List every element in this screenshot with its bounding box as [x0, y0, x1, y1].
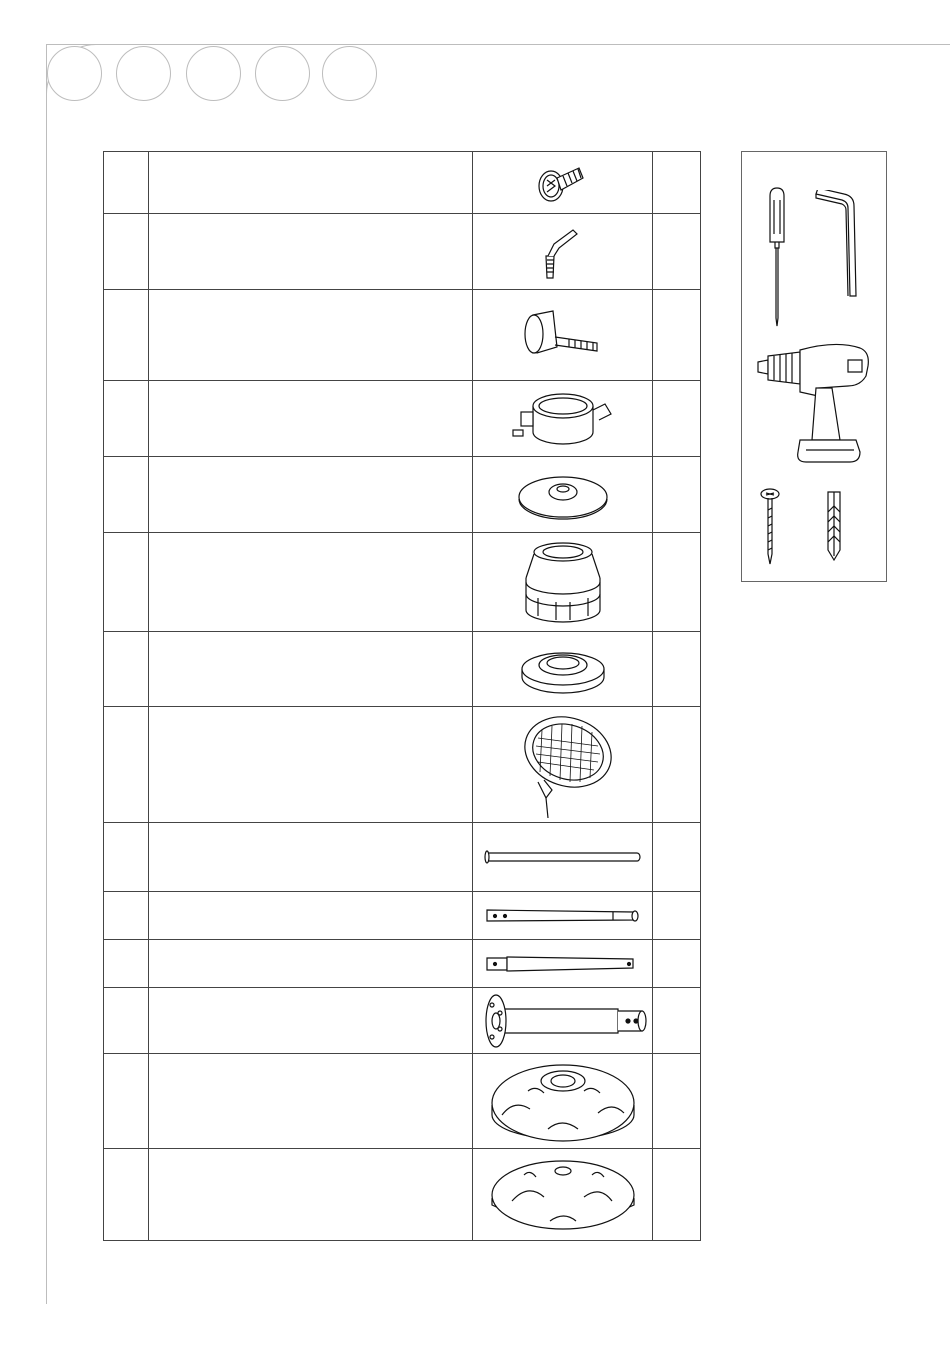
part-qty: [653, 381, 701, 457]
base-top-icon: [488, 1059, 638, 1143]
part-name: [149, 707, 473, 823]
part-name: [149, 823, 473, 892]
connector-icon: [518, 538, 608, 626]
part-name: [149, 214, 473, 290]
part-qty: [653, 533, 701, 632]
table-row: [104, 988, 701, 1054]
part-image: [473, 533, 653, 632]
pole-slotted-icon: [483, 954, 643, 974]
part-number: [104, 823, 149, 892]
base-bottom-icon: [488, 1155, 638, 1235]
part-qty: [653, 940, 701, 988]
part-name: [149, 290, 473, 381]
drill-icon: [756, 340, 874, 472]
part-image: [473, 988, 653, 1054]
part-name: [149, 533, 473, 632]
ring-washer-icon: [518, 639, 608, 699]
part-qty: [653, 988, 701, 1054]
allen-key-icon: [810, 190, 862, 304]
table-row: [104, 632, 701, 707]
part-image: [473, 152, 653, 214]
part-number: [104, 707, 149, 823]
table-row: [104, 533, 701, 632]
part-number: [104, 214, 149, 290]
part-number: [104, 632, 149, 707]
part-image: [473, 1054, 653, 1149]
language-circle-4: [255, 46, 310, 101]
part-number: [104, 892, 149, 940]
table-row: [104, 381, 701, 457]
part-number: [104, 1149, 149, 1241]
language-circle-1: [47, 46, 102, 101]
part-number: [104, 457, 149, 533]
part-number: [104, 290, 149, 381]
part-name: [149, 1054, 473, 1149]
part-image: [473, 381, 653, 457]
part-qty: [653, 1054, 701, 1149]
part-number: [104, 988, 149, 1054]
part-qty: [653, 1149, 701, 1241]
part-image: [473, 707, 653, 823]
part-qty: [653, 823, 701, 892]
part-image: [473, 290, 653, 381]
part-image: [473, 1149, 653, 1241]
part-qty: [653, 892, 701, 940]
base-tube-icon: [478, 991, 648, 1051]
part-number: [104, 381, 149, 457]
part-number: [104, 152, 149, 214]
page-frame-left: [46, 44, 47, 1304]
part-image: [473, 214, 653, 290]
table-row: [104, 892, 701, 940]
screw-icon: [758, 488, 782, 568]
part-image: [473, 823, 653, 892]
part-qty: [653, 214, 701, 290]
part-image: [473, 892, 653, 940]
screwdriver-icon: [762, 186, 792, 330]
part-image: [473, 457, 653, 533]
part-name: [149, 1149, 473, 1241]
table-row: [104, 1054, 701, 1149]
wall-plug-icon: [822, 490, 846, 564]
part-number: [104, 533, 149, 632]
part-number: [104, 940, 149, 988]
table-row: [104, 823, 701, 892]
part-qty: [653, 457, 701, 533]
language-circle-2: [116, 46, 171, 101]
pole-holes-icon: [483, 907, 643, 925]
knob-screw-icon: [513, 303, 613, 367]
part-image: [473, 632, 653, 707]
language-circle-5: [322, 46, 377, 101]
part-name: [149, 892, 473, 940]
table-row: [104, 707, 701, 823]
table-row: [104, 290, 701, 381]
washer-disc-icon: [513, 467, 613, 523]
part-qty: [653, 632, 701, 707]
part-number: [104, 1054, 149, 1149]
part-name: [149, 152, 473, 214]
table-row: [104, 214, 701, 290]
parts-table: [103, 151, 701, 1241]
part-name: [149, 988, 473, 1054]
long-pole-icon: [483, 848, 643, 866]
table-row: [104, 152, 701, 214]
language-circle-3: [186, 46, 241, 101]
table-row: [104, 457, 701, 533]
part-qty: [653, 152, 701, 214]
part-qty: [653, 707, 701, 823]
clamp-ring-icon: [503, 386, 623, 452]
part-name: [149, 457, 473, 533]
pin-icon: [533, 222, 593, 282]
part-image: [473, 940, 653, 988]
part-qty: [653, 290, 701, 381]
part-name: [149, 381, 473, 457]
bolt-icon: [533, 156, 593, 210]
tools-box: [741, 151, 887, 582]
part-name: [149, 940, 473, 988]
table-row: [104, 1149, 701, 1241]
solar-panel-icon: [508, 710, 618, 820]
page-frame-top: [46, 44, 950, 45]
table-row: [104, 940, 701, 988]
part-name: [149, 632, 473, 707]
